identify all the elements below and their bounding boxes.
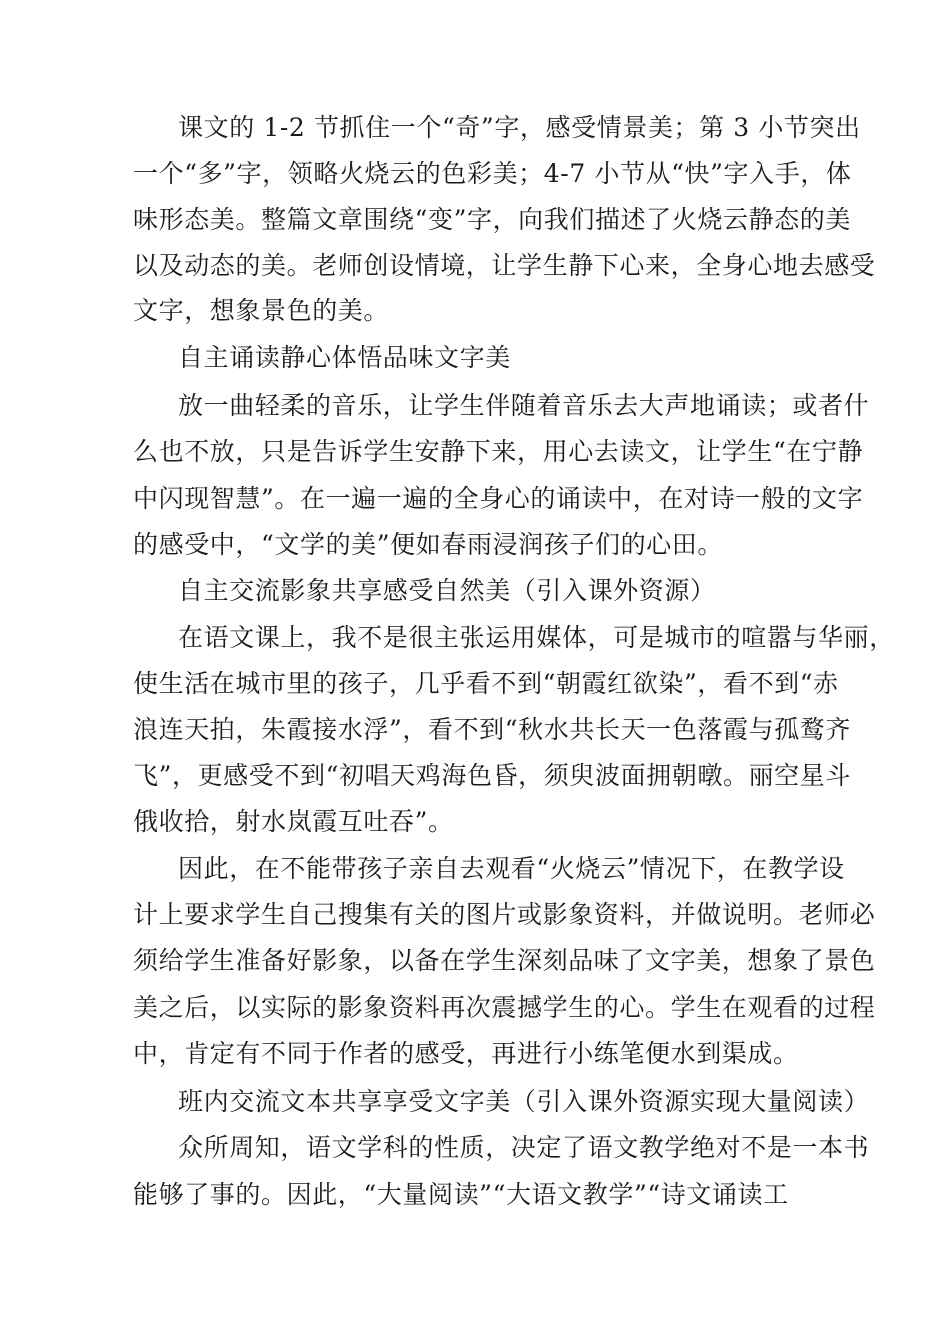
text-line: 能够了事的。因此，“大量阅读”“大语文教学”“诗文诵读工 <box>133 1180 789 1209</box>
text-line: 众所周知，语文学科的性质，决定了语文教学绝对不是一本书 <box>178 1133 870 1162</box>
text-line: 在语文课上，我不是很主张运用媒体，可是城市的喧嚣与华丽， <box>178 623 895 652</box>
text-line: 味形态美。整篇文章围绕“变”字，向我们描述了火烧云静态的美 <box>133 205 851 234</box>
text-line: 一个“多”字，领略火烧云的色彩美；4-7 小节从“快”字入手，体 <box>133 159 852 188</box>
text-line: 的感受中，“文学的美”便如春雨浸润孩子们的心田。 <box>133 530 723 559</box>
text-line: 中闪现智慧”。在一遍一遍的全身心的诵读中，在对诗一般的文字 <box>133 484 864 513</box>
text-line: 计上要求学生自己搜集有关的图片或影象资料，并做说明。老师必 <box>133 900 876 929</box>
text-line: 么也不放，只是告诉学生安静下来，用心去读文，让学生“在宁静 <box>133 437 864 466</box>
text-line: 中，肯定有不同于作者的感受，再进行小练笔便水到渠成。 <box>133 1039 799 1068</box>
text-line: 须给学生准备好影象，以备在学生深刻品味了文字美，想象了景色 <box>133 946 876 975</box>
text-line: 文字，想象景色的美。 <box>133 296 390 325</box>
section-heading: 自主交流影象共享感受自然美（引入课外资源） <box>178 576 716 605</box>
section-heading: 班内交流文本共享享受文字美（引入课外资源实现大量阅读） <box>178 1087 870 1116</box>
text-line: 使生活在城市里的孩子，几乎看不到“朝霞红欲染”，看不到“赤 <box>133 669 839 698</box>
section-heading: 自主诵读静心体悟品味文字美 <box>178 343 511 372</box>
text-line: 因此，在不能带孩子亲自去观看“火烧云”情况下，在教学设 <box>178 854 845 883</box>
text-line: 浪连天拍，朱霞接水浮”，看不到“秋水共长天一色落霞与孤鹜齐 <box>133 715 851 744</box>
text-line: 飞”，更感受不到“初唱天鸡海色昏，须臾波面拥朝暾。丽空星斗 <box>133 761 851 790</box>
text-line: 放一曲轻柔的音乐，让学生伴随着音乐去大声地诵读；或者什 <box>178 391 870 420</box>
text-line: 课文的 1-2 节抓住一个“奇”字，感受情景美；第 3 小节突出 <box>178 113 861 142</box>
text-line: 以及动态的美。老师创设情境，让学生静下心来，全身心地去感受 <box>133 251 876 280</box>
text-line: 美之后，以实际的影象资料再次震撼学生的心。学生在观看的过程 <box>133 993 876 1022</box>
text-line: 俄收拾，射水岚霞互吐吞”。 <box>133 807 454 836</box>
